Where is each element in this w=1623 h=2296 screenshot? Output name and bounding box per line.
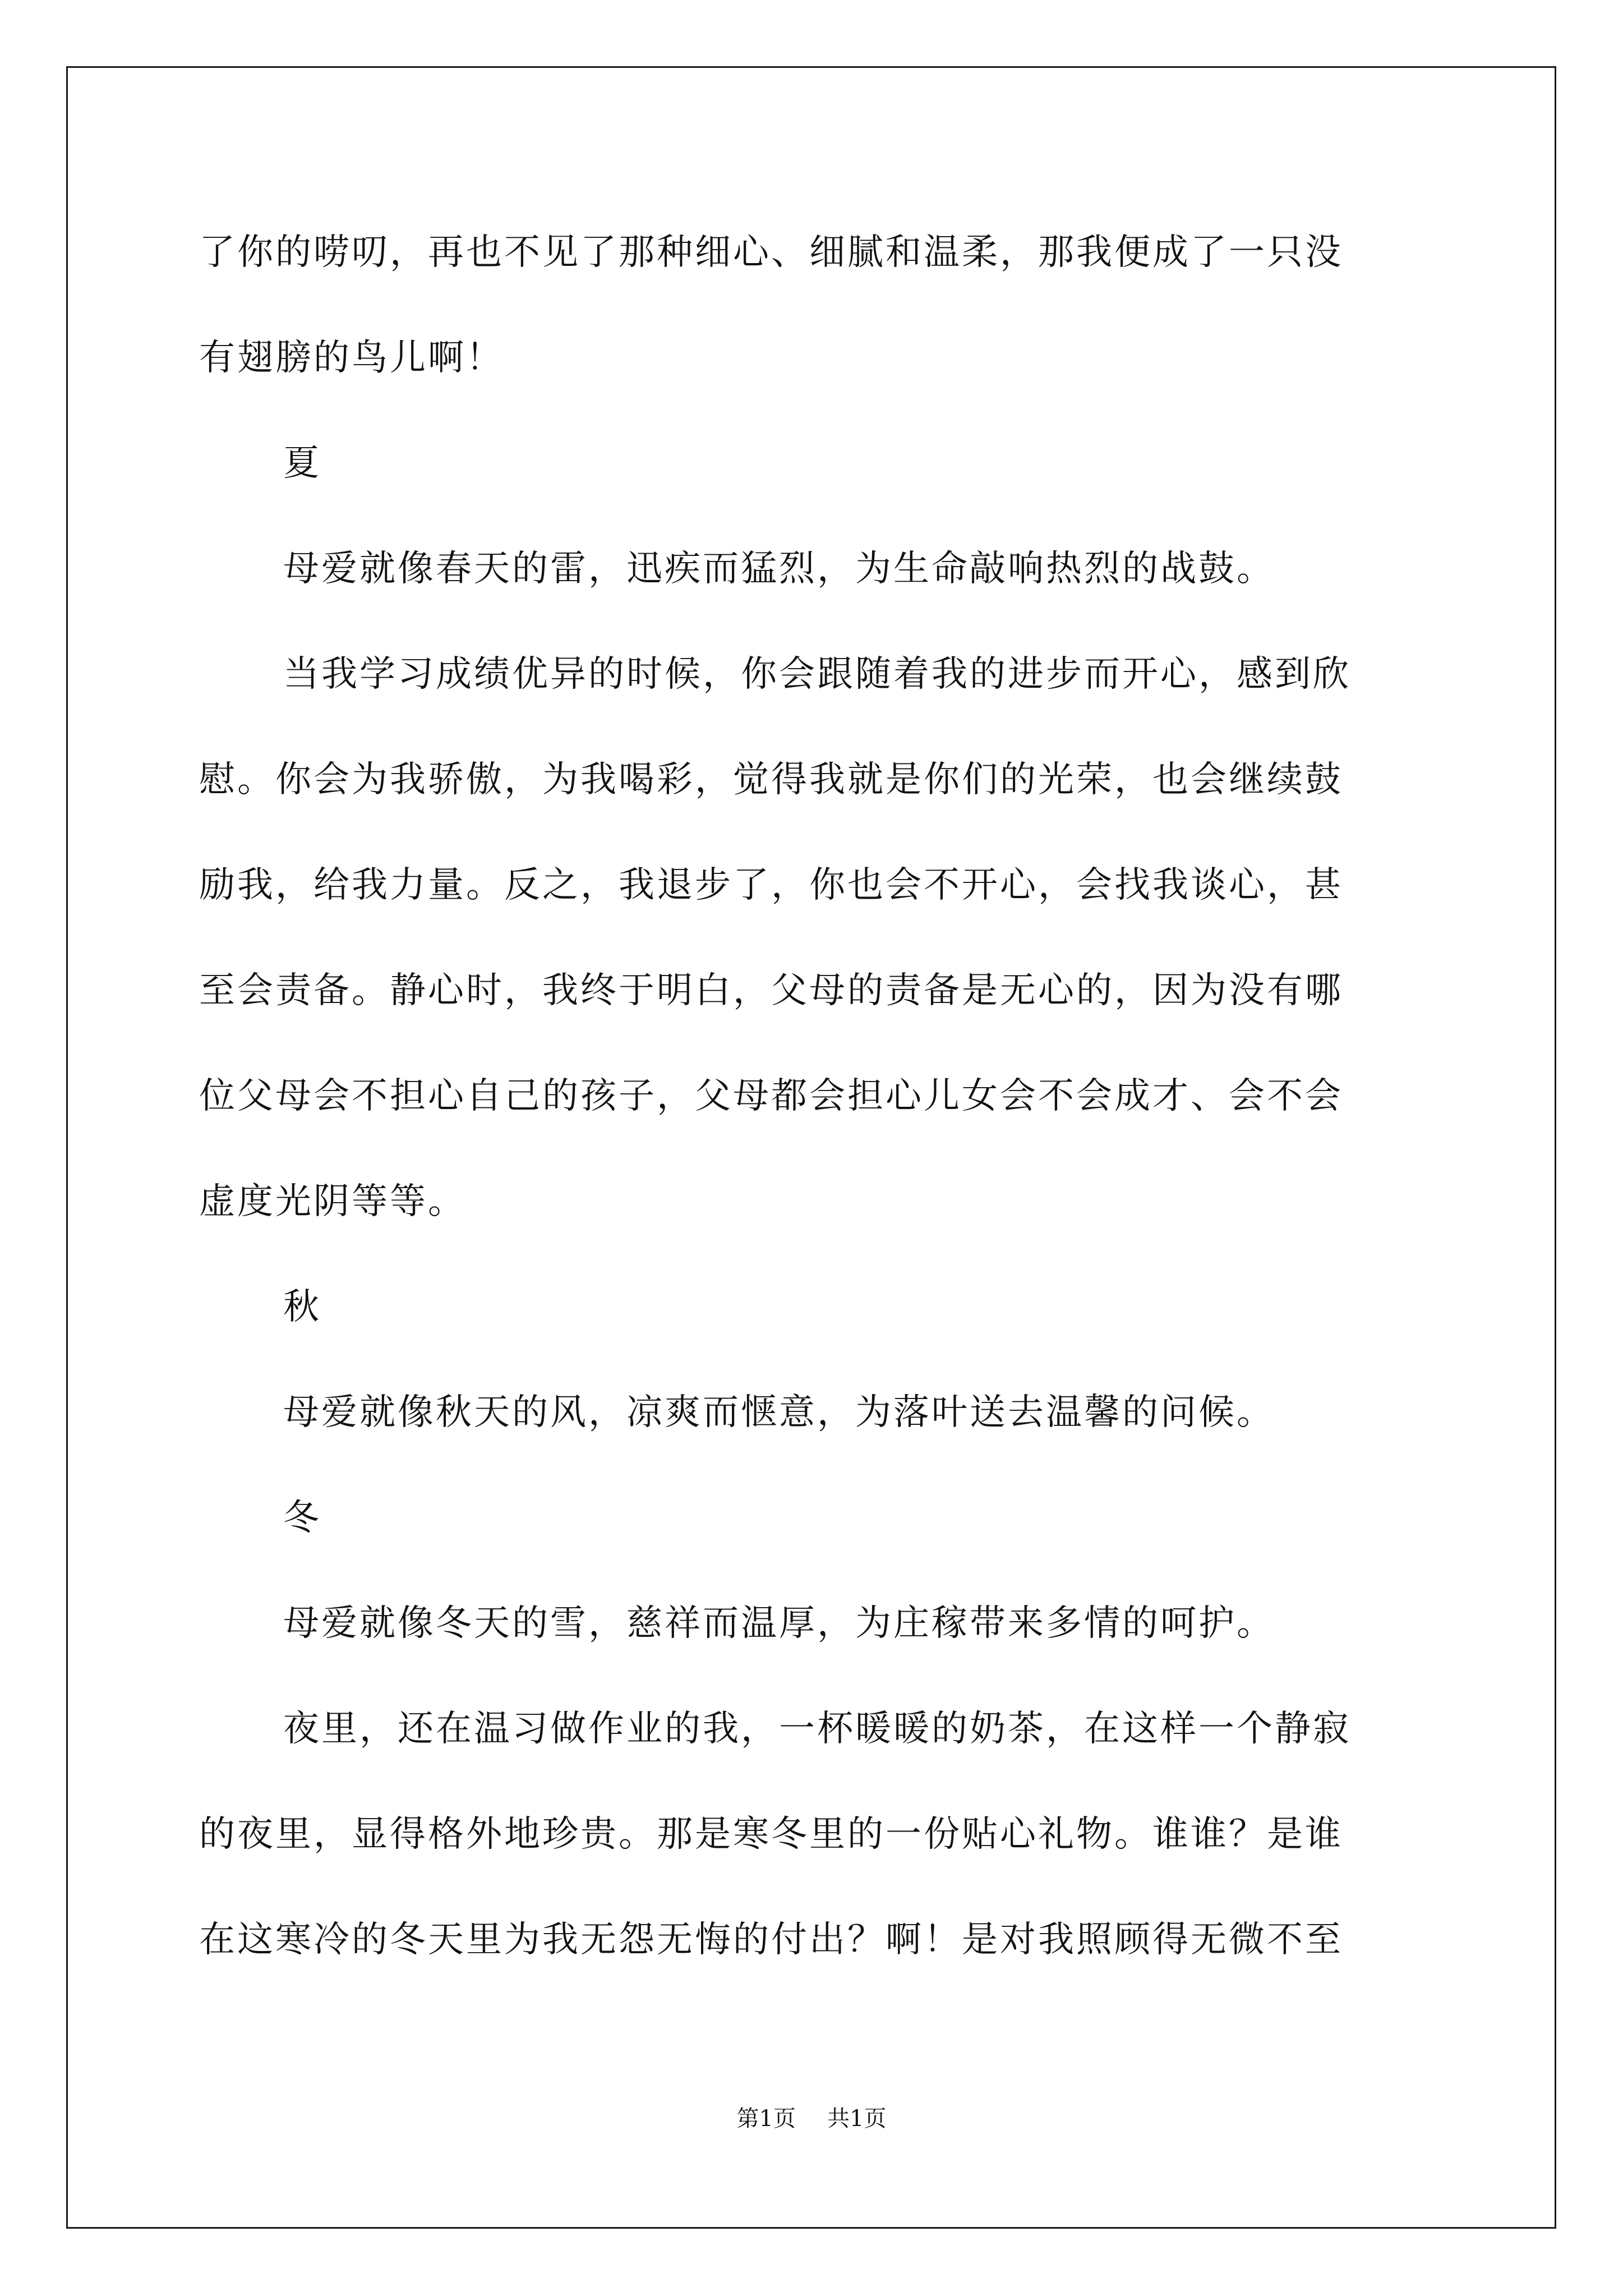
section-heading-summer: 夏 <box>283 443 321 484</box>
text-line: 的夜里，显得格外地珍贵。那是寒冬里的一份贴心礼物。谁谁？是谁 <box>199 1814 1343 1855</box>
text-line: 位父母会不担心自己的孩子，父母都会担心儿女会不会成才、会不会 <box>199 1075 1343 1117</box>
text-line: 了你的唠叨，再也不见了那种细心、细腻和温柔，那我便成了一只没 <box>199 232 1343 273</box>
page-number: 第1页 <box>736 2106 796 2132</box>
text-line: 夜里，还在温习做作业的我，一杯暖暖的奶茶，在这样一个静寂 <box>283 1708 1351 1750</box>
text-line: 有翅膀的鸟儿啊！ <box>199 337 504 379</box>
page-total: 共1页 <box>827 2106 887 2132</box>
text-line: 母爱就像春天的雷，迅疾而猛烈，为生命敲响热烈的战鼓。 <box>283 548 1275 590</box>
text-line: 母爱就像冬天的雪，慈祥而温厚，为庄稼带来多情的呵护。 <box>283 1603 1275 1644</box>
text-line: 虚度光阴等等。 <box>199 1181 466 1222</box>
document-body <box>199 210 1433 2003</box>
text-line: 母爱就像秋天的风，凉爽而惬意，为落叶送去温馨的问候。 <box>283 1392 1275 1433</box>
text-line: 励我，给我力量。反之，我退步了，你也会不开心，会找我谈心，甚 <box>199 864 1343 906</box>
text-line: 当我学习成绩优异的时候，你会跟随着我的进步而开心，感到欣 <box>283 654 1351 695</box>
page-footer <box>0 2101 1623 2133</box>
section-heading-autumn: 秋 <box>283 1286 321 1328</box>
section-heading-winter: 冬 <box>283 1497 321 1539</box>
text-line: 至会责备。静心时，我终于明白，父母的责备是无心的，因为没有哪 <box>199 970 1343 1011</box>
text-line: 在这寒冷的冬天里为我无怨无悔的付出？啊！是对我照顾得无微不至 <box>199 1919 1343 1961</box>
text-line: 慰。你会为我骄傲，为我喝彩，觉得我就是你们的光荣，也会继续鼓 <box>199 759 1343 800</box>
